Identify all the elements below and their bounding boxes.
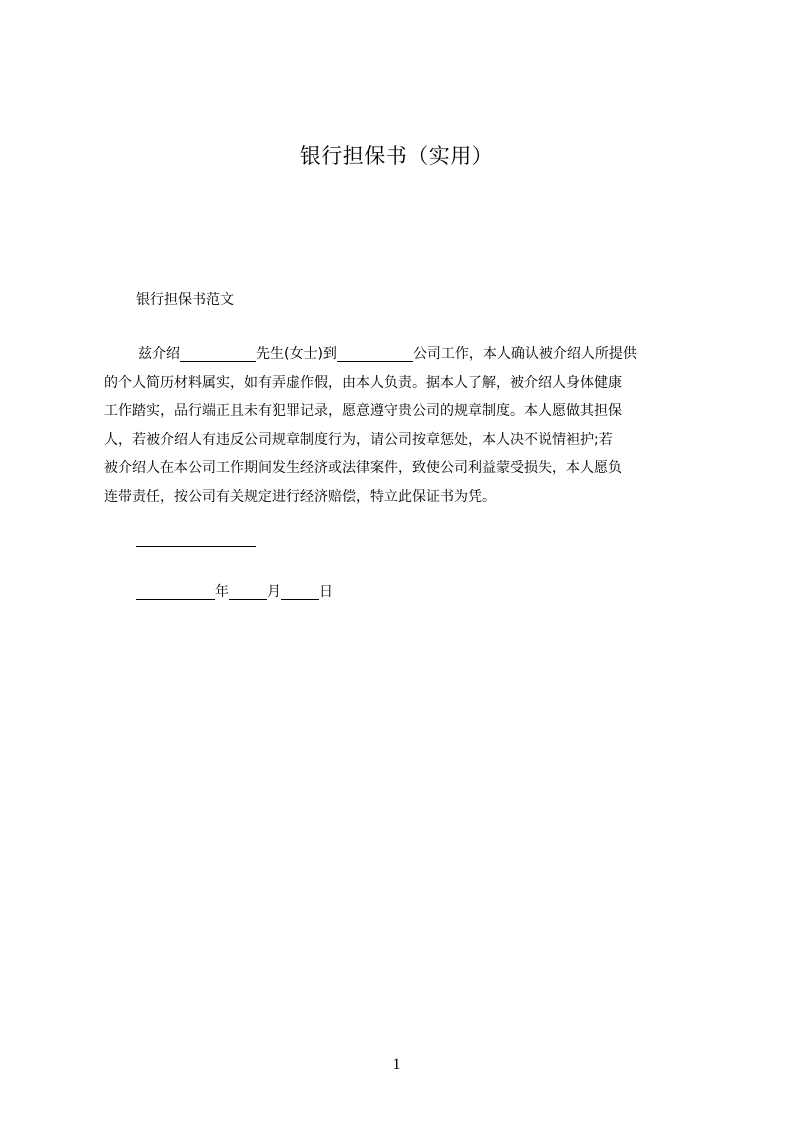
date-row xyxy=(136,582,333,602)
company-name-blank[interactable] xyxy=(337,345,413,362)
year-blank[interactable] xyxy=(136,583,215,600)
paragraph-line-2: 的个人简历材料属实，如有弄虚作假，由本人负责。据本人了解，被介绍人身体健康 xyxy=(104,374,622,391)
paragraph-line-1 xyxy=(104,340,696,369)
day-blank[interactable] xyxy=(281,583,319,600)
paragraph-text: 先生(女士)到 xyxy=(256,346,337,362)
paragraph-line-5: 被介绍人在本公司工作期间发生经济或法律案件，致使公司利益蒙受损失，本人愿负 xyxy=(104,460,622,476)
paragraph-text: 公司工作，本人确认被介绍人所提供 xyxy=(412,346,637,362)
paragraph-text: 兹介绍 xyxy=(138,346,180,362)
month-blank[interactable] xyxy=(229,583,267,600)
guarantee-paragraph xyxy=(104,340,696,511)
paragraph-line-4: 人，若被介绍人有违反公司规章制度行为，请公司按章惩处，本人决不说情袒护;若 xyxy=(104,431,613,448)
day-label: 日 xyxy=(319,584,333,600)
paragraph-line-6: 连带责任，按公司有关规定进行经济赔偿，特立此保证书为凭。 xyxy=(104,488,496,505)
introducee-name-blank[interactable] xyxy=(180,345,256,362)
paragraph-line-3: 工作踏实，品行端正且未有犯罪记录，愿意遵守贵公司的规章制度。本人愿做其担保 xyxy=(104,403,622,419)
document-subtitle: 银行担保书范文 xyxy=(136,292,234,308)
document-title: 银行担保书（实用） xyxy=(299,144,494,168)
month-label: 月 xyxy=(267,584,281,600)
page-number: 1 xyxy=(392,1056,401,1073)
signature-blank[interactable] xyxy=(136,546,256,547)
year-label: 年 xyxy=(215,584,229,600)
